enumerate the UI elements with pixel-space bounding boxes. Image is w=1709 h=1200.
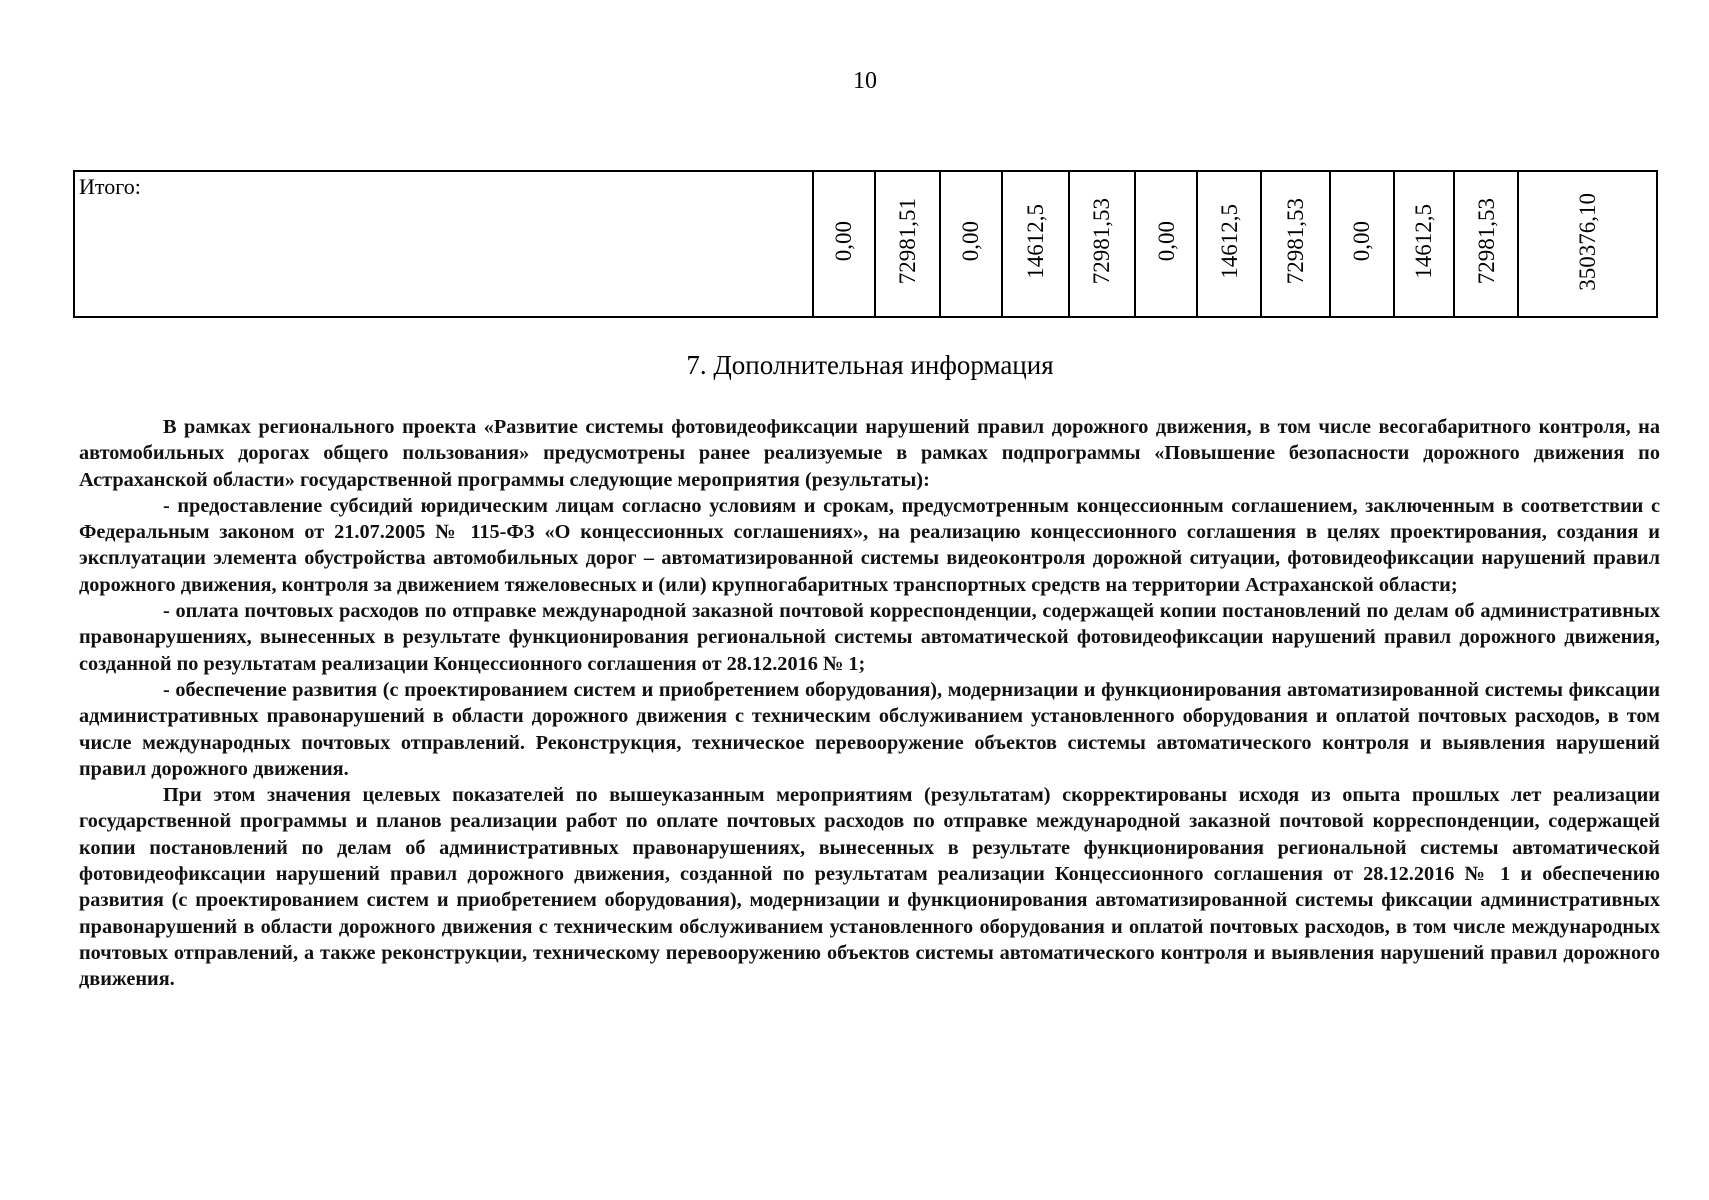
total-value-cell bbox=[940, 171, 1003, 317]
total-value: 72981,53 bbox=[1089, 198, 1115, 285]
total-value-cell bbox=[1394, 171, 1455, 317]
total-value-cell bbox=[1069, 171, 1135, 317]
total-value: 14612,5 bbox=[1411, 204, 1437, 279]
section-title: 7. Дополнительная информация bbox=[686, 350, 1054, 380]
grand-total-value: 350376,10 bbox=[1575, 192, 1601, 291]
total-value-cell bbox=[1197, 171, 1261, 317]
totals-label: Итого: bbox=[79, 174, 141, 199]
total-value: 0,00 bbox=[1153, 221, 1179, 262]
total-value: 0,00 bbox=[831, 221, 857, 262]
page-number: 10 bbox=[853, 68, 877, 94]
total-value: 0,00 bbox=[1349, 221, 1375, 262]
total-value-cell bbox=[875, 171, 940, 317]
total-value: 72981,53 bbox=[1283, 198, 1309, 285]
total-value: 72981,53 bbox=[1473, 198, 1499, 285]
total-value-cell bbox=[1454, 171, 1518, 317]
total-value: 14612,5 bbox=[1022, 204, 1048, 279]
paragraph-system-development: - обеспечение развития (с проектированием систем и приобретением оборудования), модернизации и функционирования автоматизированной системы фиксации административных правонарушений в области дорожного движения с техническим обслуживанием установленного оборудования и оплатой почтовых расходов, в том числе международных почтовых отправлений. Реконструкция, техническое перевооружение объектов системы автоматического контроля и выявления нарушений правил дорожного движения. bbox=[79, 678, 1660, 780]
section-body bbox=[79, 414, 1660, 993]
paragraph-subsidies: - предоставление субсидий юридическим лицам согласно условиям и срокам, предусмотренным концессионным соглашением, заключенным в соответствии с Федеральным законом от 21.07.2005 № 115-ФЗ «О концессионных соглашениях», на реализацию концессионного соглашения в целях проектирования, создания и эксплуатации элемента обустройства автомобильных дорог – автоматизированной системы видеоконтроля дорожной ситуации, фотовидеофиксации нарушений правил дорожного движения, контроля за движением тяжеловесных и (или) крупногабаритных транспортных средств на территории Астраханской области; bbox=[79, 494, 1660, 596]
total-value: 72981,51 bbox=[894, 198, 920, 285]
total-value-cell bbox=[1002, 171, 1068, 317]
total-value-cell bbox=[1261, 171, 1329, 317]
paragraph-intro: В рамках регионального проекта «Развитие системы фотовидеофиксации нарушений правил дорожного движения, в том числе весогабаритного контроля, на автомобильных дорогах общего пользования» предусмотрены ранее реализуемые в рамках подпрограммы «Повышение безопасности дорожного движения по Астраханской области» государственной программы следующие мероприятия (результаты): bbox=[79, 416, 1660, 491]
paragraph-target-indicators: При этом значения целевых показателей по вышеуказанным мероприятиям (результатам) скорректированы исходя из опыта прошлых лет реализации государственной программы и планов реализации работ по оплате почтовых расходов по отправке международной заказной почтовой корреспонденции, содержащей копии постановлений по делам об административных правонарушениях, вынесенных в результате функционирования региональной системы автоматической фотовидеофиксации нарушений правил дорожного движения, созданной по результатам реализации Концессионного соглашения от 28.12.2016 № 1 и обеспечению развития (с проектированием систем и приобретением оборудования), модернизации и функционирования автоматизированной системы фиксации административных правонарушений в области дорожного движения с техническим обслуживанием установленного оборудования и оплатой почтовых расходов, в том числе международных почтовых отправлений, а также реконструкции, техническому перевооружению объектов системы автоматического контроля и выявления нарушений правил дорожного движения. bbox=[79, 784, 1660, 991]
total-value: 14612,5 bbox=[1216, 204, 1242, 279]
totals-row bbox=[74, 171, 1657, 317]
total-value-cell bbox=[813, 171, 875, 317]
totals-table bbox=[73, 170, 1658, 318]
paragraph-postal-costs: - оплата почтовых расходов по отправке международной заказной почтовой корреспонденции, содержащей копии постановлений по делам об административных правонарушениях, вынесенных в результате функционирования региональной системы автоматической фотовидеофиксации нарушений правил дорожного движения, созданной по результатам реализации Концессионного соглашения от 28.12.2016 № 1; bbox=[79, 600, 1660, 675]
total-value-cell bbox=[1135, 171, 1198, 317]
totals-label-cell bbox=[74, 171, 813, 317]
grand-total-cell bbox=[1518, 171, 1657, 317]
total-value-cell bbox=[1330, 171, 1394, 317]
total-value: 0,00 bbox=[958, 221, 984, 262]
